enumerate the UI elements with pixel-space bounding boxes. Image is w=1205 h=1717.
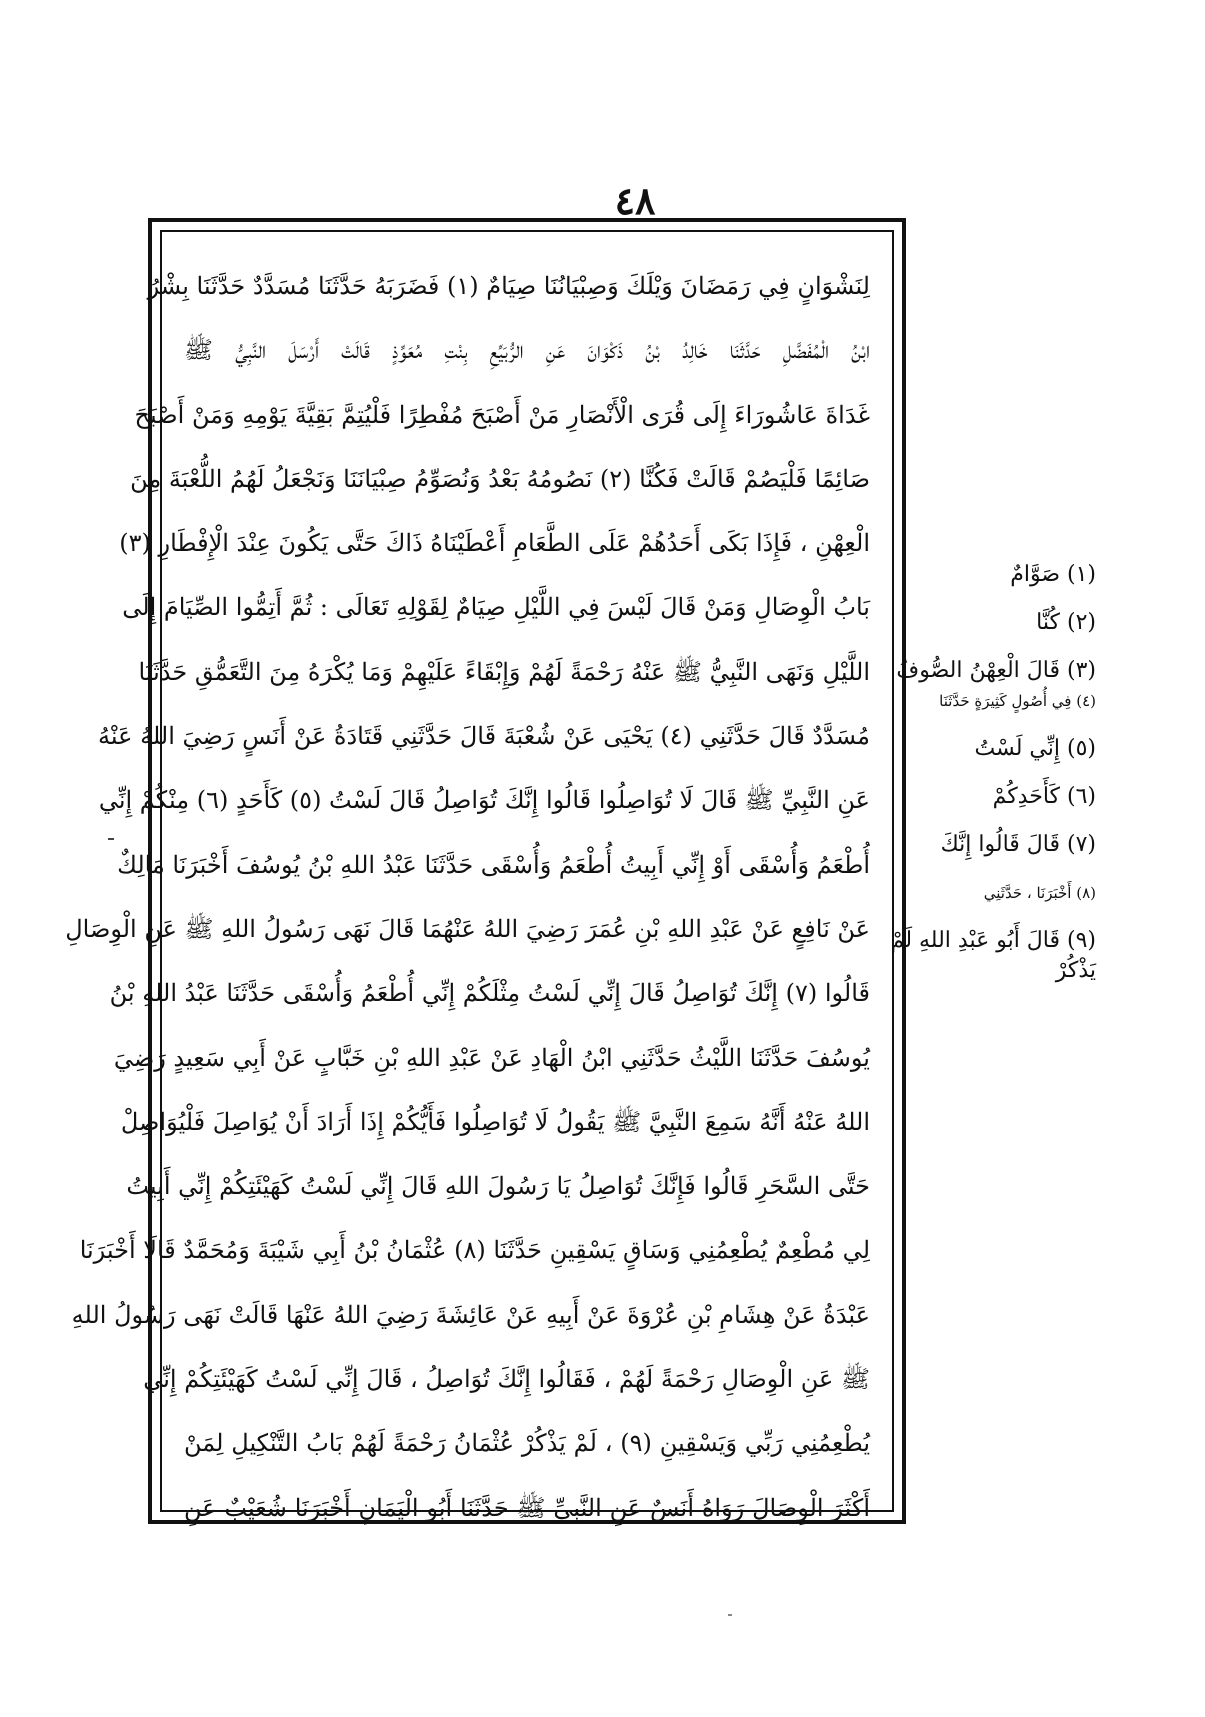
- margin-note: (٧) قَالَ قَالُوا إِنَّكَ: [940, 832, 1096, 857]
- margin-note: (٩) قَالَ أَبُو عَبْدِ اللهِ لَمْ: [890, 928, 1096, 953]
- margin-notes: [886, 560, 1096, 986]
- text-line: لِي مُطْعِمٌ يُطْعِمُنِي وَسَاقٍ يَسْقِينِ حَدَّثَنَا (٨) عُثْمَانُ بْنُ أَبِي شَيْبَةَ وَمُحَمَّدٌ قَالَا أَخْبَرَنَا: [79, 1236, 870, 1265]
- text-line: ابْنُ الْمُفَضَّلِ حَدَّثَنَا خَالِدُ بْنُ ذَكْوَانَ عَنِ الرُّبَيِّعِ بِنْتِ مُعَوِّذٍ قَالَتْ أَرْسَلَ النَّبِيُّ ﷺ: [184, 336, 870, 365]
- text-line: يُوسُفَ حَدَّثَنَا اللَّيْثُ حَدَّثَنِي ابْنُ الْهَادِ عَنْ عَبْدِ اللهِ بْنِ خَبَّابٍ عَنْ أَبِي سَعِيدٍ رَضِيَ: [113, 1043, 870, 1072]
- stray-mark: [108, 838, 114, 840]
- margin-note: (٣) قَالَ الْعِهْنُ الصُّوفُ: [896, 658, 1096, 683]
- margin-note: (٢) كُنَّا: [1036, 610, 1096, 635]
- text-line: ﷺ عَنِ الْوِصَالِ رَحْمَةً لَهُمْ ، فَقَالُوا إِنَّكَ تُوَاصِلُ ، قَالَ إِنِّي لَسْتُ كَهَيْئَتِكُمْ إِنِّي: [143, 1365, 870, 1394]
- text-line: عَنْ نَافِعٍ عَنْ عَبْدِ اللهِ بْنِ عُمَرَ رَضِيَ اللهُ عَنْهُمَا قَالَ نَهَى رَسُولُ اللهِ ﷺ عَنِ الْوِصَالِ: [65, 914, 870, 943]
- text-line: أُطْعَمُ وَأُسْقَى أَوْ إِنِّي أَبِيتُ أُطْعَمُ وَأُسْقَى حَدَّثَنَا عَبْدُ اللهِ بْنُ يُوسُفَ أَخْبَرَنَا مَالِكٌ: [117, 850, 870, 879]
- margin-note: (٨) أَخْبَرَنَا ، حَدَّثَنِي: [983, 884, 1096, 902]
- text-line: اللَّيْلِ وَنَهَى النَّبِيُّ ﷺ عَنْهُ رَحْمَةً لَهُمْ وَإِبْقَاءً عَلَيْهِمْ وَمَا يُكْرَهُ مِنَ التَّعَمُّقِ حَدَّثَنَا: [138, 657, 870, 686]
- text-line: حَتَّى السَّحَرِ قَالُوا فَإِنَّكَ تُوَاصِلُ يَا رَسُولَ اللهِ قَالَ إِنِّي لَسْتُ كَهَيْئَتِكُمْ إِنِّي أَبِيتُ: [126, 1172, 870, 1201]
- margin-note: (٤) فِي أُصُولٍ كَثِيرَةٍ حَدَّثَنَا: [939, 692, 1096, 710]
- margin-note: (١) صَوَّامٌ: [1010, 562, 1096, 587]
- text-line: أَكْثَرَ الْوِصَالَ رَوَاهُ أَنَسٌ عَنِ النَّبِيِّ ﷺ حَدَّثَنَا أَبُو الْيَمَانِ أَخْبَرَنَا شُعَيْبٌ عَنِ: [184, 1493, 870, 1522]
- margin-note: (٥) إِنِّي لَسْتُ: [974, 736, 1096, 761]
- text-line: عَنِ النَّبِيِّ ﷺ قَالَ لَا تُوَاصِلُوا قَالُوا إِنَّكَ تُوَاصِلُ قَالَ لَسْتُ (٥) كَأَحَدٍ (٦) مِنْكُمْ إِنِّي: [98, 786, 870, 815]
- bottom-dot: [728, 1614, 732, 1616]
- text-line: مُسَدَّدٌ قَالَ حَدَّثَنِي (٤) يَحْيَى عَنْ شُعْبَةَ قَالَ حَدَّثَنِي قَتَادَةُ عَنْ أَنَسٍ رَضِيَ اللهُ عَنْهُ: [98, 722, 870, 751]
- text-line: بَابُ الْوِصَالِ وَمَنْ قَالَ لَيْسَ فِي اللَّيْلِ صِيَامٌ لِقَوْلِهِ تَعَالَى : ثُمَّ أَتِمُّوا الصِّيَامَ إِلَى: [122, 593, 870, 622]
- page-number: ٤٨: [614, 178, 656, 223]
- text-line: غَدَاةَ عَاشُورَاءَ إِلَى قُرَى الْأَنْصَارِ مَنْ أَصْبَحَ مُفْطِرًا فَلْيُتِمَّ بَقِيَّةَ يَوْمِهِ وَمَنْ أَصْبَحَ: [134, 400, 870, 429]
- text-line: يُطْعِمُنِي رَبِّي وَيَسْقِينِ (٩) ، لَمْ يَذْكُرْ عُثْمَانُ رَحْمَةً لَهُمْ بَابُ التَّنْكِيلِ لِمَنْ: [184, 1429, 870, 1458]
- margin-note: يَذْكُرْ: [1055, 958, 1096, 983]
- text-line: عَبْدَةُ عَنْ هِشَامِ بْنِ عُرْوَةَ عَنْ أَبِيهِ عَنْ عَائِشَةَ رَضِيَ اللهُ عَنْهَا قَالَتْ نَهَى رَسُولُ اللهِ: [71, 1300, 870, 1329]
- text-line: قَالُوا (٧) إِنَّكَ تُوَاصِلُ قَالَ إِنِّي لَسْتُ مِثْلَكُمْ إِنِّي أُطْعَمُ وَأُسْقَى حَدَّثَنَا عَبْدُ اللهِ بْنُ: [109, 979, 870, 1008]
- text-line: صَائِمًا فَلْيَصُمْ قَالَتْ فَكُنَّا (٢) نَصُومُهُ بَعْدُ وَنُصَوِّمُ صِبْيَانَنَا وَنَجْعَلُ لَهُمُ اللُّعْبَةَ مِنَ: [130, 464, 870, 493]
- text-frame-inner: [65, 230, 894, 1522]
- text-line: اللهُ عَنْهُ أَنَّهُ سَمِعَ النَّبِيَّ ﷺ يَقُولُ لَا تُوَاصِلُوا فَأَيُّكُمْ إِذَا أَرَادَ أَنْ يُوَاصِلَ فَلْيُوَاصِلْ: [120, 1107, 870, 1136]
- text-frame: [65, 218, 906, 1524]
- main-text-block: [65, 254, 870, 1522]
- text-line: الْعِهْنِ ، فَإِذَا بَكَى أَحَدُهُمْ عَلَى الطَّعَامِ أَعْطَيْنَاهُ ذَاكَ حَتَّى يَكُونَ عِنْدَ الْإِفْطَارِ (٣): [119, 529, 870, 558]
- margin-note: (٦) كَأَحَدِكُمْ: [992, 784, 1096, 809]
- text-line: لِنَشْوَانٍ فِي رَمَضَانَ وَيْلَكَ وَصِبْيَانُنَا صِيَامٌ (١) فَضَرَبَهُ حَدَّثَنَا مُسَدَّدٌ حَدَّثَنَا بِشْرُ: [147, 272, 870, 300]
